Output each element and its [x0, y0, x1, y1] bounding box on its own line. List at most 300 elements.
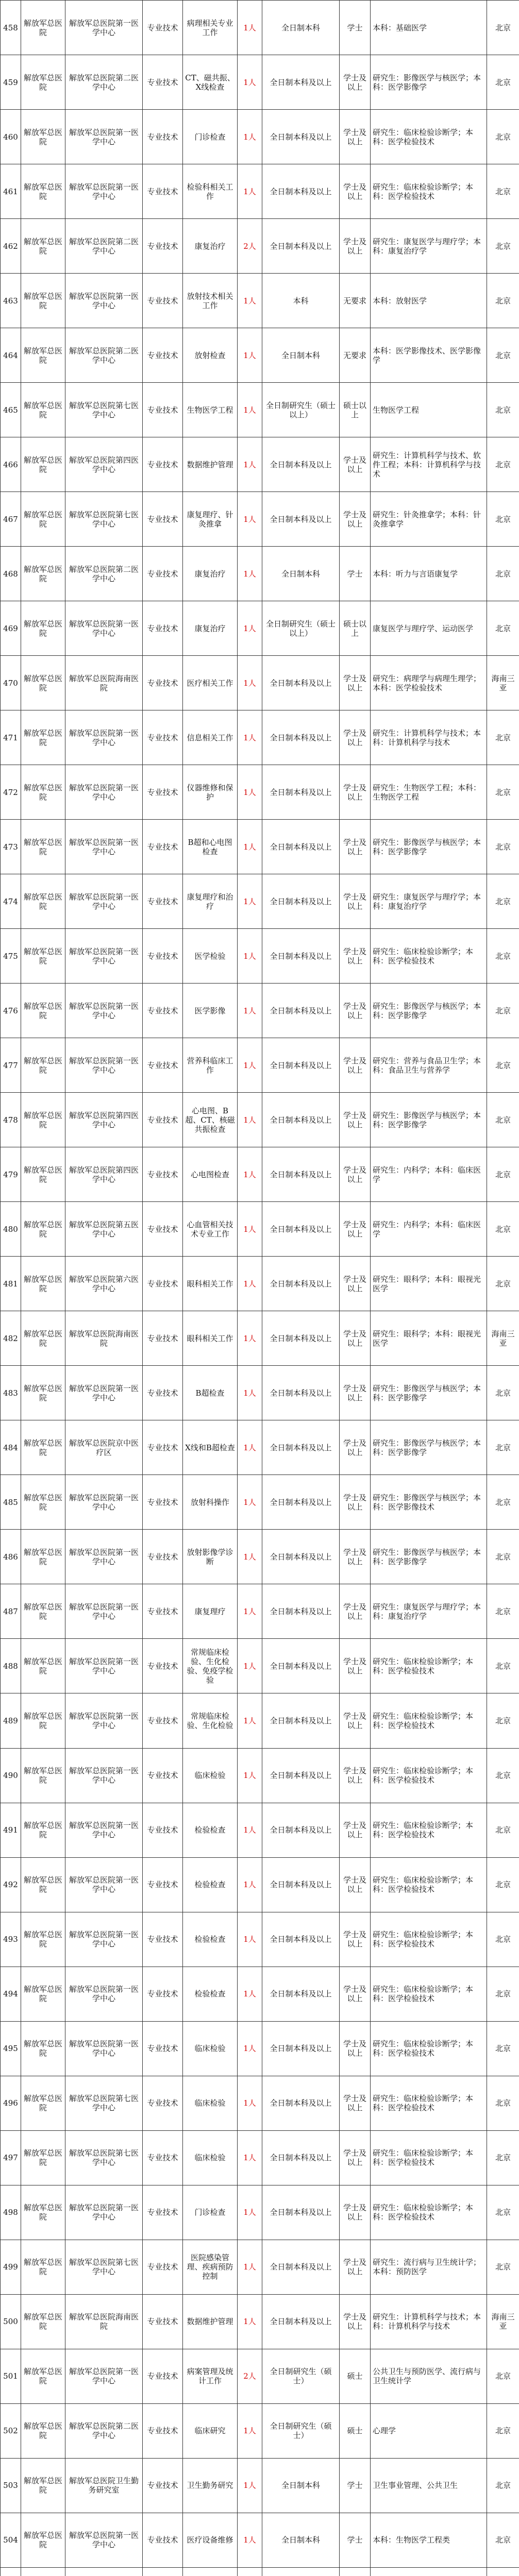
headcount: 1人	[238, 2130, 262, 2185]
degree: 学士及以上	[340, 1257, 371, 1311]
degree: 无要求	[340, 274, 371, 328]
work-location: 北京	[487, 820, 519, 874]
degree: 学士及以上	[340, 437, 371, 492]
department: 解放军总医院第六医学中心	[65, 1257, 143, 1311]
department: 解放军总医院第一医学中心	[65, 1693, 143, 1748]
education: 全日制研究生（硕士）	[262, 2349, 340, 2403]
degree: 学士及以上	[340, 1420, 371, 1475]
degree: 硕士	[340, 2403, 371, 2458]
position-duties: 数据维护管理	[183, 2294, 238, 2349]
row-number: 504	[1, 2513, 21, 2567]
education: 全日制本科及以上	[262, 984, 340, 1038]
department: 解放军总医院第七医学中心	[65, 492, 143, 547]
department: 解放军总医院第七医学中心	[65, 383, 143, 437]
major: 康复医学与理疗学、运动医学	[371, 601, 487, 656]
table-row	[1, 1257, 519, 1311]
unit-name: 解放军总医院	[21, 1475, 65, 1530]
work-location: 北京	[487, 1584, 519, 1639]
position-type: 专业技术	[143, 164, 183, 219]
education: 全日制本科及以上	[262, 1202, 340, 1257]
unit-name: 解放军总医院	[21, 1584, 65, 1639]
headcount: 1人	[238, 110, 262, 164]
table-row	[1, 2021, 519, 2076]
degree: 学士及以上	[340, 1202, 371, 1257]
major: 研究生：临床检验诊断学；本科：医学检验技术	[371, 1748, 487, 1803]
position-type: 专业技术	[143, 1693, 183, 1748]
row-number: 488	[1, 1639, 21, 1693]
row-number: 489	[1, 1693, 21, 1748]
education: 全日制本科及以上	[262, 110, 340, 164]
department: 解放军总医院第一医学中心	[65, 601, 143, 656]
unit-name: 解放军总医院	[21, 929, 65, 984]
headcount: 1人	[238, 1748, 262, 1803]
department: 解放军总医院第一医学中心	[65, 2513, 143, 2567]
headcount: 1人	[238, 1202, 262, 1257]
degree: 学士及以上	[340, 219, 371, 274]
unit-name: 解放军总医院	[21, 820, 65, 874]
degree: 学士及以上	[340, 492, 371, 547]
position-type: 专业技术	[143, 2076, 183, 2130]
work-location: 北京	[487, 601, 519, 656]
department: 解放军总医院第四医学中心	[65, 1147, 143, 1202]
major: 研究生：临床检验诊断学；本科：医学检验技术	[371, 1693, 487, 1748]
department: 解放军总医院第一医学中心	[65, 1, 143, 55]
unit-name: 解放军总医院	[21, 1857, 65, 1912]
headcount: 1人	[238, 1693, 262, 1748]
table-row	[1, 328, 519, 383]
work-location: 北京	[487, 2240, 519, 2294]
table-row	[1, 765, 519, 820]
unit-name: 解放军总医院	[21, 1530, 65, 1584]
major: 研究生：临床检验诊断学；本科：医学检验技术	[371, 1912, 487, 1967]
education: 全日制本科及以上	[262, 2185, 340, 2240]
degree: 学士及以上	[340, 55, 371, 110]
position-duties	[183, 2567, 238, 2576]
department: 解放军总医院第五医学中心	[65, 1202, 143, 1257]
unit-name: 解放军总医院	[21, 1366, 65, 1420]
unit-name: 解放军总医院	[21, 710, 65, 765]
unit-name: 解放军总医院	[21, 2349, 65, 2403]
unit-name: 解放军总医院	[21, 1693, 65, 1748]
headcount: 2人	[238, 219, 262, 274]
major: 研究生：影像医学与核医学；本科：医学影像学	[371, 1530, 487, 1584]
degree: 学士及以上	[340, 656, 371, 710]
table-row	[1, 2076, 519, 2130]
degree: 学士及以上	[340, 1147, 371, 1202]
position-type: 专业技术	[143, 1803, 183, 1857]
position-duties: 检验科相关工作	[183, 164, 238, 219]
headcount: 1人	[238, 1912, 262, 1967]
table-row	[1, 274, 519, 328]
work-location: 北京	[487, 164, 519, 219]
major: 研究生：计算机科学与技术；本科：计算机科学与技术	[371, 710, 487, 765]
degree: 学士及以上	[340, 984, 371, 1038]
department: 解放军总医院第二医学中心	[65, 219, 143, 274]
work-location: 北京	[487, 1912, 519, 1967]
major	[371, 2567, 487, 2576]
row-number: 495	[1, 2021, 21, 2076]
work-location: 北京	[487, 1967, 519, 2021]
position-duties: X线和B超检查	[183, 1420, 238, 1475]
position-duties: 临床检验	[183, 2076, 238, 2130]
position-type: 专业技术	[143, 547, 183, 601]
table-row	[1, 1912, 519, 1967]
unit-name: 解放军总医院	[21, 2185, 65, 2240]
table-row	[1, 547, 519, 601]
position-duties: 仪器维修和保护	[183, 765, 238, 820]
major: 研究生：临床检验诊断学；本科：医学检验技术	[371, 2021, 487, 2076]
row-number: 500	[1, 2294, 21, 2349]
unit-name: 解放军总医院	[21, 1803, 65, 1857]
row-number: 486	[1, 1530, 21, 1584]
major: 本科：听力与言语康复学	[371, 547, 487, 601]
major: 研究生：营养与食品卫生学；本科：食品卫生与营养学	[371, 1038, 487, 1093]
education: 全日制本科及以上	[262, 710, 340, 765]
degree: 学士及以上	[340, 1693, 371, 1748]
row-number: 467	[1, 492, 21, 547]
unit-name: 解放军总医院	[21, 1257, 65, 1311]
position-type: 专业技术	[143, 1366, 183, 1420]
education: 全日制本科及以上	[262, 1257, 340, 1311]
headcount: 1人	[238, 274, 262, 328]
headcount: 1人	[238, 874, 262, 929]
major: 研究生：影像医学与核医学；本科：医学影像技术	[371, 1475, 487, 1530]
row-number: 476	[1, 984, 21, 1038]
major: 研究生：影像医学与核医学；本科：医学影像学	[371, 1093, 487, 1147]
headcount: 1人	[238, 710, 262, 765]
position-type: 专业技术	[143, 1, 183, 55]
major: 研究生：影像医学与核医学；本科：医学影像学	[371, 984, 487, 1038]
position-type: 专业技术	[143, 710, 183, 765]
education: 全日制本科及以上	[262, 1639, 340, 1693]
row-number: 459	[1, 55, 21, 110]
row-number: 472	[1, 765, 21, 820]
table-row	[1, 219, 519, 274]
row-number: 498	[1, 2185, 21, 2240]
position-duties: 营养科临床工作	[183, 1038, 238, 1093]
row-number: 481	[1, 1257, 21, 1311]
department: 解放军总医院第一医学中心	[65, 1912, 143, 1967]
major: 研究生：临床检验诊断学；本科：医学检验技术	[371, 1857, 487, 1912]
education: 全日制本科及以上	[262, 1366, 340, 1420]
headcount: 1人	[238, 1038, 262, 1093]
position-type: 专业技术	[143, 1967, 183, 2021]
row-number: 461	[1, 164, 21, 219]
work-location: 北京	[487, 1857, 519, 1912]
headcount: 1人	[238, 2021, 262, 2076]
table-row	[1, 1366, 519, 1420]
department: 解放军总医院卫生勤务研究室	[65, 2458, 143, 2513]
major: 研究生：影像医学与核医学；本科：医学影像学	[371, 1420, 487, 1475]
work-location: 北京	[487, 1748, 519, 1803]
degree: 学士及以上	[340, 110, 371, 164]
education: 全日制本科及以上	[262, 2240, 340, 2294]
row-number: 492	[1, 1857, 21, 1912]
department: 解放军总医院第七医学中心	[65, 2240, 143, 2294]
position-duties: 数据维护管理	[183, 437, 238, 492]
education: 全日制本科及以上	[262, 1748, 340, 1803]
unit-name: 解放军总医院	[21, 874, 65, 929]
position-type: 专业技术	[143, 437, 183, 492]
table-row	[1, 656, 519, 710]
table-row	[1, 2458, 519, 2513]
department: 解放军总医院第一医学中心	[65, 2349, 143, 2403]
row-number: 484	[1, 1420, 21, 1475]
unit-name: 解放军总医院	[21, 2458, 65, 2513]
major: 研究生：临床检验诊断学；本科：医学检验技术	[371, 1639, 487, 1693]
position-type: 专业技术	[143, 2130, 183, 2185]
major: 研究生：计算机科学与技术；本科：计算机科学与技术	[371, 2294, 487, 2349]
table-row	[1, 492, 519, 547]
headcount: 1人	[238, 437, 262, 492]
unit-name: 解放军总医院	[21, 164, 65, 219]
degree: 学士及以上	[340, 2021, 371, 2076]
position-duties: 卫生勤务研究	[183, 2458, 238, 2513]
work-location: 北京	[487, 2513, 519, 2567]
headcount: 1人	[238, 547, 262, 601]
degree: 学士及以上	[340, 1093, 371, 1147]
work-location: 北京	[487, 274, 519, 328]
row-number: 473	[1, 820, 21, 874]
education: 本科	[262, 274, 340, 328]
major: 卫生事业管理、公共卫生	[371, 2458, 487, 2513]
position-duties: 门诊检查	[183, 2185, 238, 2240]
row-number: 464	[1, 328, 21, 383]
work-location: 北京	[487, 984, 519, 1038]
degree: 学士	[340, 2458, 371, 2513]
headcount: 1人	[238, 1530, 262, 1584]
education: 全日制本科及以上	[262, 2076, 340, 2130]
education: 全日制本科及以上	[262, 2294, 340, 2349]
education: 全日制本科及以上	[262, 656, 340, 710]
education	[262, 2567, 340, 2576]
position-type: 专业技术	[143, 2349, 183, 2403]
degree: 学士及以上	[340, 1748, 371, 1803]
position-type: 专业技术	[143, 2403, 183, 2458]
major: 研究生：康复医学与理疗学；本科：康复治疗学	[371, 874, 487, 929]
row-number: 469	[1, 601, 21, 656]
major: 研究生：临床检验诊断学；本科：医学检验技术	[371, 2076, 487, 2130]
education: 全日制本科及以上	[262, 929, 340, 984]
major: 公共卫生与预防医学、流行病与卫生统计学	[371, 2349, 487, 2403]
department: 解放军总医院第一医学中心	[65, 984, 143, 1038]
degree: 学士及以上	[340, 1639, 371, 1693]
work-location: 北京	[487, 1530, 519, 1584]
position-duties: 放射影像学诊断	[183, 1530, 238, 1584]
position-type: 专业技术	[143, 1420, 183, 1475]
position-duties: 放射检查	[183, 328, 238, 383]
row-number: 470	[1, 656, 21, 710]
position-duties: 医疗相关工作	[183, 656, 238, 710]
major: 本科：基础医学	[371, 1, 487, 55]
position-duties: 放射科操作	[183, 1475, 238, 1530]
department: 解放军总医院第二医学中心	[65, 55, 143, 110]
degree: 学士及以上	[340, 2185, 371, 2240]
headcount: 1人	[238, 1967, 262, 2021]
education: 全日制本科及以上	[262, 1147, 340, 1202]
headcount: 1人	[238, 656, 262, 710]
position-duties: 康复治疗	[183, 219, 238, 274]
education: 全日制本科及以上	[262, 219, 340, 274]
position-type	[143, 2567, 183, 2576]
position-type: 专业技术	[143, 1639, 183, 1693]
headcount: 1人	[238, 2458, 262, 2513]
unit-name: 解放军总医院	[21, 601, 65, 656]
position-type: 专业技术	[143, 1257, 183, 1311]
position-duties: 心血管相关技术专业工作	[183, 1202, 238, 1257]
position-type: 专业技术	[143, 1147, 183, 1202]
position-duties: 信息相关工作	[183, 710, 238, 765]
table-row	[1, 1038, 519, 1093]
position-duties: 放射技术相关工作	[183, 274, 238, 328]
work-location: 北京	[487, 1803, 519, 1857]
table-row	[1, 2403, 519, 2458]
department: 解放军总医院第四医学中心	[65, 437, 143, 492]
education: 全日制本科及以上	[262, 1967, 340, 2021]
position-duties: 常规临床检验、生化检验、免疫学检验	[183, 1639, 238, 1693]
headcount: 1人	[238, 1093, 262, 1147]
unit-name: 解放军总医院	[21, 1038, 65, 1093]
major: 研究生：计算机科学与技术、软件工程；本科：计算机科学与技术	[371, 437, 487, 492]
degree: 学士及以上	[340, 1803, 371, 1857]
degree: 无要求	[340, 328, 371, 383]
table-row	[1, 2513, 519, 2567]
position-duties: 心电图、B超、CT、核磁共振检查	[183, 1093, 238, 1147]
education: 全日制本科及以上	[262, 1803, 340, 1857]
major: 生物医学工程	[371, 383, 487, 437]
degree: 硕士	[340, 2349, 371, 2403]
table-row	[1, 1202, 519, 1257]
degree: 学士	[340, 547, 371, 601]
table-row	[1, 820, 519, 874]
work-location: 北京	[487, 765, 519, 820]
table-row	[1, 601, 519, 656]
unit-name: 解放军总医院	[21, 1147, 65, 1202]
unit-name: 解放军总医院	[21, 219, 65, 274]
headcount: 1人	[238, 1475, 262, 1530]
major: 研究生：眼科学；本科：眼视光医学	[371, 1311, 487, 1366]
position-duties: 生物医学工程	[183, 383, 238, 437]
position-duties: 心电图检查	[183, 1147, 238, 1202]
position-duties: 检验检查	[183, 1967, 238, 2021]
education: 全日制本科及以上	[262, 1475, 340, 1530]
table-row	[1, 984, 519, 1038]
degree: 学士及以上	[340, 1366, 371, 1420]
table-row	[1, 383, 519, 437]
major: 心理学	[371, 2403, 487, 2458]
position-duties: 医院感染管理、疾病预防控制	[183, 2240, 238, 2294]
position-duties: 医疗设备维修	[183, 2513, 238, 2567]
headcount: 1人	[238, 1584, 262, 1639]
position-duties: B超检查	[183, 1366, 238, 1420]
position-duties: 临床检验	[183, 2021, 238, 2076]
work-location: 北京	[487, 1, 519, 55]
row-number: 466	[1, 437, 21, 492]
work-location: 北京	[487, 2403, 519, 2458]
work-location: 北京	[487, 1420, 519, 1475]
headcount: 1人	[238, 765, 262, 820]
work-location: 北京	[487, 2130, 519, 2185]
major: 研究生：影像医学与核医学；本科：医学影像学	[371, 820, 487, 874]
unit-name: 解放军总医院	[21, 2076, 65, 2130]
table-row	[1, 2130, 519, 2185]
row-number: 463	[1, 274, 21, 328]
major: 研究生：临床检验诊断学；本科：医学检验技术	[371, 2130, 487, 2185]
table-body	[1, 1, 519, 2576]
row-number: 478	[1, 1093, 21, 1147]
education: 全日制本科及以上	[262, 1530, 340, 1584]
headcount: 1人	[238, 55, 262, 110]
department: 解放军总医院第一医学中心	[65, 710, 143, 765]
headcount: 1人	[238, 820, 262, 874]
position-type: 专业技术	[143, 2458, 183, 2513]
position-duties: 康复理疗、针灸推拿	[183, 492, 238, 547]
education: 全日制本科及以上	[262, 1038, 340, 1093]
position-type: 专业技术	[143, 929, 183, 984]
education: 全日制本科	[262, 2513, 340, 2567]
table-row	[1, 1311, 519, 1366]
degree: 学士及以上	[340, 820, 371, 874]
position-duties: 医学检验	[183, 929, 238, 984]
unit-name: 解放军总医院	[21, 656, 65, 710]
education: 全日制研究生（硕士以上）	[262, 383, 340, 437]
headcount: 1人	[238, 2513, 262, 2567]
position-type: 专业技术	[143, 820, 183, 874]
work-location: 北京	[487, 929, 519, 984]
row-number: 496	[1, 2076, 21, 2130]
unit-name: 解放军总医院	[21, 2294, 65, 2349]
degree: 硕士以上	[340, 383, 371, 437]
work-location: 北京	[487, 1038, 519, 1093]
work-location: 北京	[487, 2349, 519, 2403]
degree: 学士及以上	[340, 1038, 371, 1093]
education: 全日制本科及以上	[262, 1311, 340, 1366]
row-number: 475	[1, 929, 21, 984]
major: 研究生：临床检验诊断学；本科：医学检验技术	[371, 1803, 487, 1857]
major: 研究生：内科学；本科：临床医学	[371, 1147, 487, 1202]
work-location: 北京	[487, 2458, 519, 2513]
work-location: 海南三亚	[487, 2294, 519, 2349]
work-location	[487, 2567, 519, 2576]
position-type: 专业技术	[143, 1912, 183, 1967]
department: 解放军总医院第一医学中心	[65, 874, 143, 929]
row-number	[1, 2567, 21, 2576]
degree: 学士及以上	[340, 710, 371, 765]
row-number: 482	[1, 1311, 21, 1366]
position-duties: 病理相关专业工作	[183, 1, 238, 55]
unit-name: 解放军总医院	[21, 2403, 65, 2458]
department: 解放军总医院第四医学中心	[65, 1093, 143, 1147]
unit-name: 解放军总医院	[21, 1093, 65, 1147]
department: 解放军总医院第一医学中心	[65, 1639, 143, 1693]
headcount: 1人	[238, 2076, 262, 2130]
position-duties: 检验检查	[183, 1803, 238, 1857]
row-number: 502	[1, 2403, 21, 2458]
major: 研究生：眼科学；本科：眼视光医学	[371, 1257, 487, 1311]
position-duties: B超和心电图检查	[183, 820, 238, 874]
department: 解放军总医院第一医学中心	[65, 1967, 143, 2021]
department: 解放军总医院第一医学中心	[65, 1366, 143, 1420]
headcount: 1人	[238, 1803, 262, 1857]
degree: 学士	[340, 2513, 371, 2567]
unit-name: 解放军总医院	[21, 1311, 65, 1366]
work-location: 北京	[487, 437, 519, 492]
row-number: 490	[1, 1748, 21, 1803]
headcount: 1人	[238, 2294, 262, 2349]
work-location: 北京	[487, 1366, 519, 1420]
major: 研究生：康复医学与理疗学；本科：康复治疗学	[371, 219, 487, 274]
major: 研究生：影像医学与核医学；本科：医学影像学	[371, 55, 487, 110]
